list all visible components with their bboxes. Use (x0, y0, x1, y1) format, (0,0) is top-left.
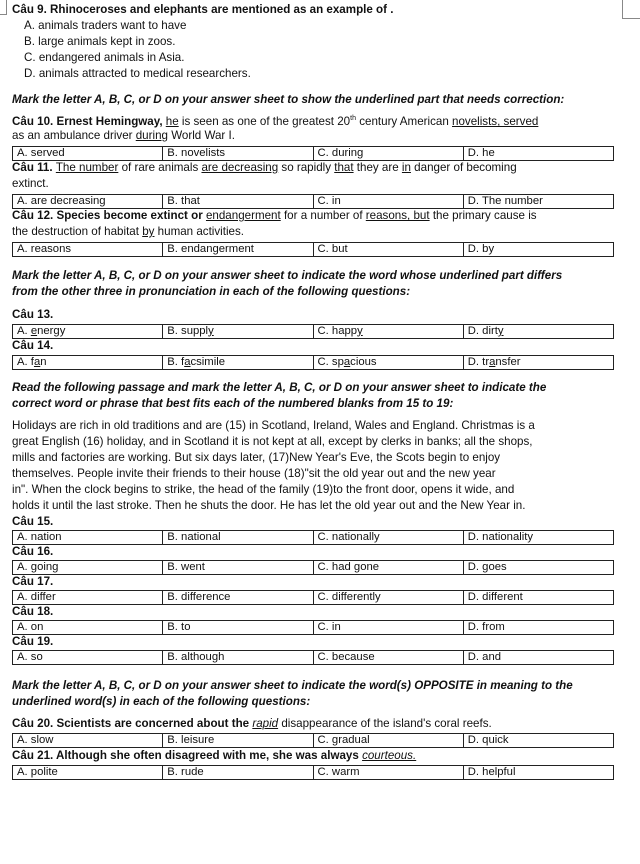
q17-option-b[interactable]: B. difference (163, 591, 313, 605)
page-corner-mark (622, 0, 640, 19)
q11-options-table (12, 194, 614, 209)
passage-line: holds it until the last stroke. Then he shuts the door. He has let the old year out and the New Year in. (12, 499, 526, 512)
q18-label: Câu 18. (12, 605, 54, 618)
q19-label: Câu 19. (12, 635, 54, 648)
q19-option-d[interactable]: D. and (463, 651, 613, 665)
q20-stem: Câu 20. Scientists are concerned about the rapid disappearance of the island's coral reefs. (12, 717, 492, 730)
q9-option-a[interactable]: A. animals traders want to have (24, 19, 187, 32)
q15-option-c[interactable]: C. nationally (313, 531, 463, 545)
q9-option-c[interactable]: C. endangered animals in Asia. (24, 51, 185, 64)
q15-options-table (12, 530, 614, 545)
q17-label: Câu 17. (12, 575, 54, 588)
q12-option-c[interactable]: C. but (313, 243, 463, 257)
q10-option-c[interactable]: C. during (313, 147, 463, 161)
passage-line: themselves. People invite their friends to their house (18)"sit the old year out and the new year (12, 467, 496, 480)
q16-option-b[interactable]: B. went (163, 561, 313, 575)
q11-stem-line1: Câu 11. The number of rare animals are decreasing so rapidly that they are in danger of becoming (12, 161, 517, 174)
q11-option-b[interactable]: B. that (163, 195, 313, 209)
q15-label: Câu 15. (12, 515, 54, 528)
q12-stem-line1: Câu 12. Species become extinct or endangerment for a number of reasons, but the primary cause is (12, 209, 537, 222)
q14-options-table (12, 355, 614, 370)
opposite-instruction-line1: Mark the letter A, B, C, or D on your answer sheet to indicate the word(s) OPPOSITE in meaning to the (12, 679, 573, 692)
q12-stem-line2: the destruction of habitat by human activities. (12, 225, 245, 238)
q14-label: Câu 14. (12, 339, 54, 352)
q20-option-c[interactable]: C. gradual (313, 734, 463, 748)
q17-options-table (12, 590, 614, 605)
q21-stem: Câu 21. Although she often disagreed with me, she was always courteous. (12, 749, 417, 762)
page-corner-mark (0, 0, 7, 15)
q21-option-d[interactable]: D. helpful (463, 766, 613, 780)
q9-stem: Câu 9. Rhinoceroses and elephants are mentioned as an example of . (12, 3, 394, 16)
q14-option-d[interactable]: D. transfer (463, 356, 613, 370)
q11-stem-line2: extinct. (12, 177, 49, 190)
q16-option-d[interactable]: D. goes (463, 561, 613, 575)
q18-options-table (12, 620, 614, 635)
q21-option-b[interactable]: B. rude (163, 766, 313, 780)
q15-option-d[interactable]: D. nationality (463, 531, 613, 545)
q13-options-table (12, 324, 614, 339)
q11-option-c[interactable]: C. in (313, 195, 463, 209)
passage-instruction-line2: correct word or phrase that best fits each of the numbered blanks from 15 to 19: (12, 397, 454, 410)
q10-stem-line2: as an ambulance driver during World War I. (12, 129, 235, 142)
q14-option-c[interactable]: C. spacious (313, 356, 463, 370)
q9-option-d[interactable]: D. animals attracted to medical researchers. (24, 67, 251, 80)
q17-option-c[interactable]: C. differently (313, 591, 463, 605)
q17-option-d[interactable]: D. different (463, 591, 613, 605)
q14-option-b[interactable]: B. facsimile (163, 356, 313, 370)
q13-option-b[interactable]: B. supply (163, 325, 313, 339)
q21-option-c[interactable]: C. warm (313, 766, 463, 780)
q14-option-a[interactable]: A. fan (13, 356, 163, 370)
q10-option-b[interactable]: B. novelists (163, 147, 313, 161)
q18-option-d[interactable]: D. from (463, 621, 613, 635)
q13-option-d[interactable]: D. dirty (463, 325, 613, 339)
q19-option-b[interactable]: B. although (163, 651, 313, 665)
q20-options-table (12, 733, 614, 748)
pronunciation-instruction-line2: from the other three in pronunciation in each of the following questions: (12, 285, 411, 298)
q16-option-a[interactable]: A. going (13, 561, 163, 575)
q21-option-a[interactable]: A. polite (13, 766, 163, 780)
passage-line: mills and factories are working. But six days later, (17)New Year's Eve, the Scots begin to enjoy (12, 451, 501, 464)
q10-option-a[interactable]: A. served (13, 147, 163, 161)
passage-instruction-line1: Read the following passage and mark the letter A, B, C, or D on your answer sheet to indicate the (12, 381, 547, 394)
correction-instruction: Mark the letter A, B, C, or D on your answer sheet to show the underlined part that needs correction: (12, 93, 565, 106)
q13-option-a[interactable]: A. energy (13, 325, 163, 339)
q12-option-a[interactable]: A. reasons (13, 243, 163, 257)
q13-option-c[interactable]: C. happy (313, 325, 463, 339)
passage-line: in". When the clock begins to strike, the head of the family (19)to the front door, opens it wide, and (12, 483, 515, 496)
pronunciation-instruction-line1: Mark the letter A, B, C, or D on your answer sheet to indicate the word whose underlined part differs (12, 269, 563, 282)
q16-label: Câu 16. (12, 545, 54, 558)
q18-option-b[interactable]: B. to (163, 621, 313, 635)
passage-line: great English (16) holiday, and in Scotland it is not kept at all, except by clerks in banks; all the shops, (12, 435, 533, 448)
q12-option-b[interactable]: B. endangerment (163, 243, 313, 257)
q11-option-d[interactable]: D. The number (463, 195, 613, 209)
q19-options-table (12, 650, 614, 665)
q12-option-d[interactable]: D. by (463, 243, 613, 257)
q18-option-c[interactable]: C. in (313, 621, 463, 635)
q20-option-b[interactable]: B. leisure (163, 734, 313, 748)
q15-option-b[interactable]: B. national (163, 531, 313, 545)
q19-option-c[interactable]: C. because (313, 651, 463, 665)
q15-option-a[interactable]: A. nation (13, 531, 163, 545)
q20-option-a[interactable]: A. slow (13, 734, 163, 748)
q18-option-a[interactable]: A. on (13, 621, 163, 635)
q21-options-table (12, 765, 614, 780)
q10-stem-line1: Câu 10. Ernest Hemingway, he is seen as one of the greatest 20th century American novelists, served (12, 114, 539, 128)
q20-option-d[interactable]: D. quick (463, 734, 613, 748)
q16-options-table (12, 560, 614, 575)
q16-option-c[interactable]: C. had gone (313, 561, 463, 575)
opposite-instruction-line2: underlined word(s) in each of the following questions: (12, 695, 311, 708)
q12-options-table (12, 242, 614, 257)
q10-option-d[interactable]: D. he (463, 147, 613, 161)
q13-label: Câu 13. (12, 308, 54, 321)
q10-options-table (12, 146, 614, 161)
q17-option-a[interactable]: A. differ (13, 591, 163, 605)
q11-option-a[interactable]: A. are decreasing (13, 195, 163, 209)
q19-option-a[interactable]: A. so (13, 651, 163, 665)
q9-option-b[interactable]: B. large animals kept in zoos. (24, 35, 176, 48)
passage-line: Holidays are rich in old traditions and are (15) in Scotland, Ireland, Wales and England. Christmas is a (12, 419, 535, 432)
